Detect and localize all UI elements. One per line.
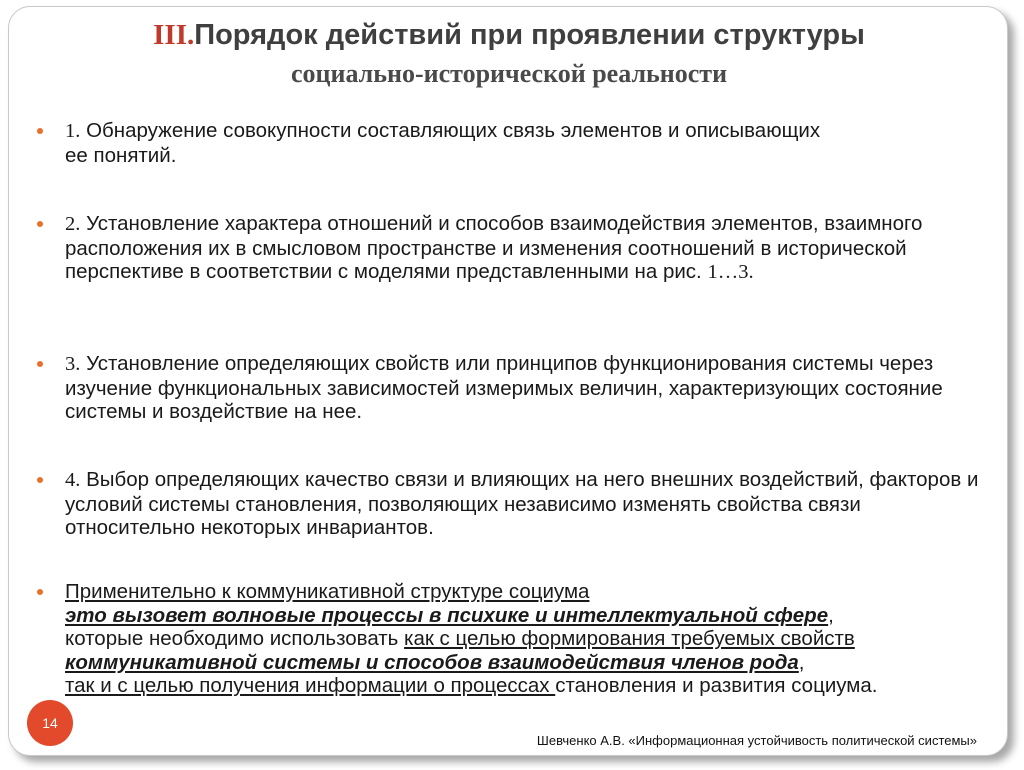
item-number: 2. xyxy=(65,213,81,235)
page-number-badge: 14 xyxy=(27,700,73,746)
text-plain: , xyxy=(828,603,834,627)
item-number: 1. xyxy=(65,120,81,142)
bullet-text xyxy=(65,580,995,698)
text-plain: которые необходимо использовать xyxy=(65,627,405,650)
text-plain: становления и развития социума. xyxy=(555,674,878,697)
bullet-text xyxy=(65,468,995,540)
item-text: Установление характера отношений и способов взаимодействия элементов, взаимного расположения их в смысловом пространстве и изменения соотношений в исторической перспективе в соответствии с моделями представленными на рис. xyxy=(65,212,923,283)
bullet-text xyxy=(65,212,995,285)
footer-citation: Шевченко А.В. «Информационная устойчивость политической системы» xyxy=(536,733,977,748)
item-number: 4. xyxy=(65,469,81,491)
slide-title xyxy=(9,19,1009,52)
title-line1: Порядок действий при проявлении структуры xyxy=(194,19,865,51)
bullet-icon xyxy=(37,221,43,227)
text-underlined: Применительно к коммуникативной структуре социума xyxy=(65,580,590,603)
bullet-text xyxy=(65,119,825,167)
title-number: III. xyxy=(153,19,195,51)
text-bold-italic: это вызовет волновые процессы в психике и интеллектуальной сфере xyxy=(65,603,829,627)
bullet-icon xyxy=(37,589,43,595)
bullet-icon xyxy=(37,128,43,134)
item-text: Обнаружение совокупности составляющих связь элементов и описывающих ее понятий. xyxy=(65,119,821,167)
figure-ref: 1…3. xyxy=(707,261,754,283)
text-plain: , xyxy=(798,650,805,674)
text-bold-italic: коммуникативной системы и способов взаимодействия членов рода xyxy=(65,650,799,674)
slide xyxy=(8,6,1008,756)
text-underlined: как с целью формирования требуемых свойств xyxy=(404,627,855,650)
item-text: Выбор определяющих качество связи и влияющих на него внешних воздействий, факторов и условий системы становления, позволяющих независимо изменять свойства связи относительно некоторых инвариантов. xyxy=(65,468,979,539)
text-underlined: так и с целью получения информации о процессах xyxy=(65,674,556,697)
bullet-icon xyxy=(37,361,43,367)
bullet-text xyxy=(65,352,995,424)
item-text: Установление определяющих свойств или принципов функционирования системы через изучение функциональных зависимостей измеримых величин, характеризующих состояние системы и воздействие на нее. xyxy=(65,352,943,423)
item-number: 3. xyxy=(65,353,81,375)
slide-subtitle: социально-исторической реальности xyxy=(290,59,728,88)
bullet-icon xyxy=(37,477,43,483)
